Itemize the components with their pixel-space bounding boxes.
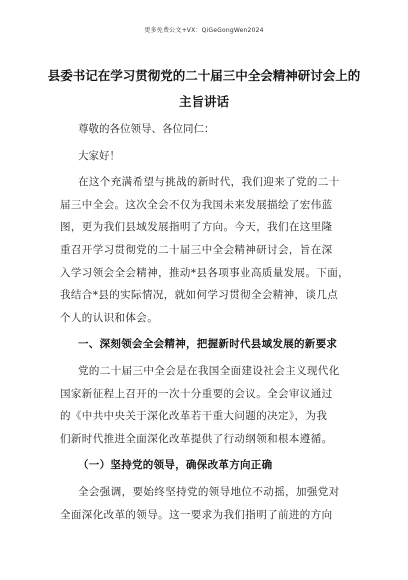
paragraph-line: 图，更为我们县域发展指明了方向。今天，我们在这里隆 bbox=[60, 221, 333, 234]
paragraph-line: 入学习领会全会精神，推动*县各项事业高质量发展。下面， bbox=[60, 266, 350, 279]
document-title-line-2: 主旨讲话 bbox=[178, 94, 229, 109]
paragraph-line: 的《中共中央关于深化改革若干重大问题的决定》，为我 bbox=[60, 410, 328, 423]
section-heading-1: 一、深刻领会全会精神，把握新时代县域发展的新要求 bbox=[78, 338, 338, 351]
header-note: 更多免费公文+VX：QiGeGongWen2024 bbox=[144, 27, 264, 34]
paragraph-line: 们新时代推进全面深化改革提供了行动纲领和根本遵循。 bbox=[60, 432, 333, 445]
paragraph-line: 国家新征程上召开的一次十分重要的会议。全会审议通过 bbox=[60, 387, 333, 400]
paragraph-line: 全面深化改革的领导。这一要求为我们指明了前进的方向 bbox=[60, 508, 333, 521]
subsection-heading-1: （一）坚持党的领导，确保改革方向正确 bbox=[78, 459, 273, 472]
intro-paragraph bbox=[60, 171, 350, 329]
document-body bbox=[60, 118, 350, 526]
paragraph-line: 党的二十届三中全会是在我国全面建设社会主义现代化 bbox=[78, 364, 340, 377]
paragraph-line: 我结合*县的实际情况，就如何学习贯彻全会精神，谈几点 bbox=[60, 289, 339, 302]
paragraph-line: 个人的认识和体会。 bbox=[60, 311, 159, 324]
paragraph-line: 重召开学习贯彻党的二十届三中全会精神研讨会，旨在深 bbox=[60, 243, 333, 256]
paragraph-line: 届三中全会。这次全会不仅为我国未来发展描绘了宏伟蓝 bbox=[60, 198, 333, 211]
section-1-paragraph bbox=[60, 360, 350, 450]
subsection-1-paragraph bbox=[60, 481, 350, 526]
document-title-line-1: 县委书记在学习贯彻党的二十届三中全会精神研讨会上的 bbox=[47, 68, 361, 83]
paragraph-line: 全会强调，要始终坚持党的领导地位不动摇，加强党对 bbox=[78, 485, 340, 498]
salutation: 尊敬的各位领导、各位同仁： bbox=[78, 123, 215, 135]
paragraph-line: 在这个充满希望与挑战的新时代，我们迎来了党的二十 bbox=[78, 176, 340, 189]
greeting: 大家好！ bbox=[78, 149, 120, 162]
